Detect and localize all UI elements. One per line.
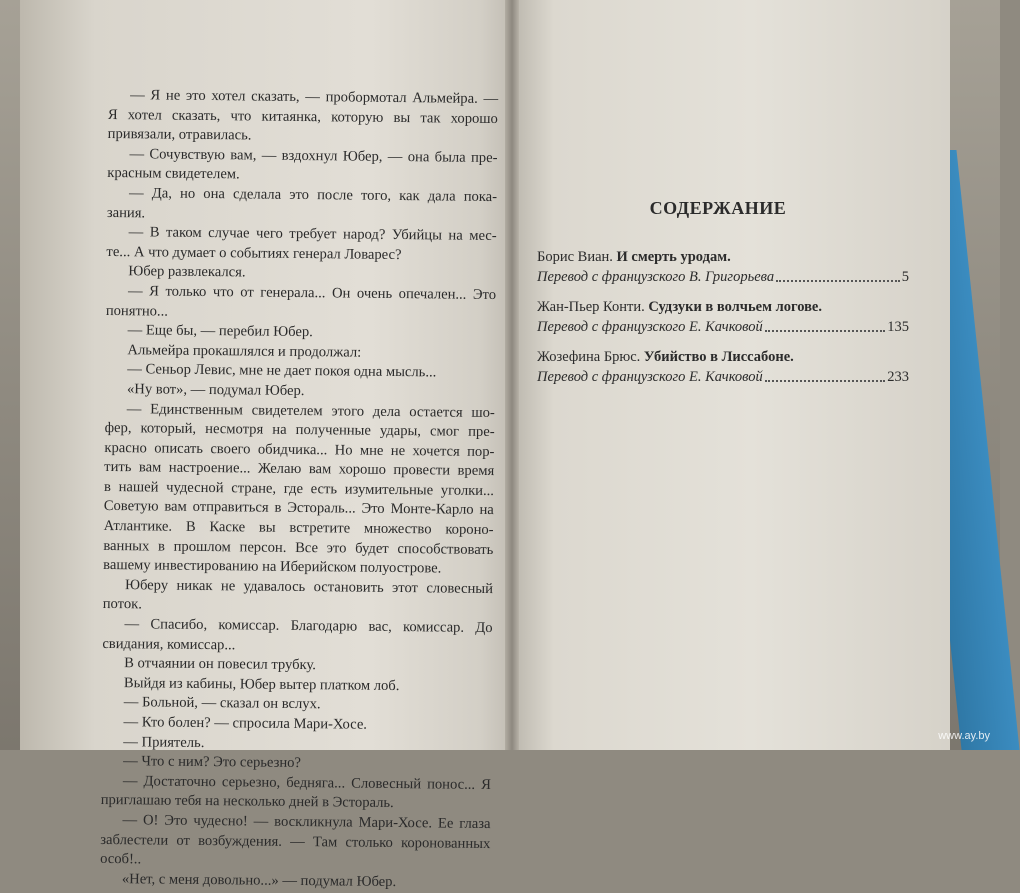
text-line: «Ну вот», — подумал Юбер.	[126, 381, 305, 399]
text-line: — Достаточно серьезно, бедняга... Словесный понос... Я	[122, 772, 492, 793]
toc-entry	[537, 247, 909, 287]
text-line: красно описать своего обидчика... Но мне не хочется пор-	[104, 439, 495, 460]
toc-title: Судзуки в волчьем логове.	[648, 299, 822, 315]
toc-translation: Перевод с французского Е. Качковой	[537, 369, 763, 385]
text-line: особ!..	[100, 851, 142, 868]
text-line: — Кто болен? — спросила Мари-Хосе.	[123, 714, 368, 733]
text-line: привязали, отравилась.	[107, 126, 252, 144]
text-line: Юберу никак не удавалось остановить этот словесный	[124, 577, 494, 597]
toc-page-number: 5	[901, 269, 909, 285]
text-line: тить вам настроение... Желаю вам хорошо провести время	[104, 459, 495, 480]
table-of-contents	[537, 198, 909, 397]
text-line: поток.	[102, 596, 143, 613]
toc-page-number: 233	[887, 369, 909, 385]
toc-translation: Перевод с французского В. Григорьева	[537, 269, 775, 285]
text-line: приглашаю тебя на несколько дней в Эстораль.	[100, 792, 394, 812]
text-line: в нашей чудесной стране, где есть изумительные уголки...	[103, 478, 495, 499]
text-line: те... А что думает о событиях генерал Ловарес?	[106, 243, 402, 263]
text-line: — О! Это чудесно! — воскликнула Мари-Хосе. Ее глаза	[122, 812, 491, 832]
text-line: — В таком случае чего требует народ? Убийцы на мес-	[128, 224, 497, 245]
text-line: Альмейра прокашлялся и продолжал:	[127, 341, 362, 361]
text-line: Юбер развлекался.	[128, 263, 246, 281]
toc-entry	[537, 297, 909, 337]
text-line: заблестели от возбуждения. — Там столько коронованных	[100, 831, 491, 852]
text-line: Выйдя из кабины, Юбер вытер платком лоб.	[123, 674, 400, 694]
text-line: Советую вам отправиться в Эстораль... Это Монте-Карло на	[103, 498, 494, 519]
left-page	[20, 0, 520, 890]
text-line: — Сеньор Левис, мне не дает покоя одна мысль...	[127, 361, 437, 381]
text-line: — Приятель.	[123, 733, 205, 751]
text-line: — Единственным свидетелем этого дела остается шо-	[126, 400, 495, 421]
text-line: зания.	[106, 204, 146, 221]
text-line: — Еще бы, — перебил Юбер.	[127, 322, 313, 341]
text-line: — Я только что от генерала... Он очень опечален... Это	[127, 283, 497, 303]
text-line: — Сочувствую вам, — вздохнул Юбер, — она была пре-	[129, 145, 498, 166]
text-line: — Больной, — сказал он вслух.	[123, 694, 321, 713]
text-line: понятно...	[105, 302, 169, 320]
dot-leader	[765, 367, 885, 382]
text-line: — Что с ним? Это серьезно?	[123, 753, 302, 772]
text-line: — Я не это хотел сказать, — пробормотал Альмейра. —	[130, 87, 499, 108]
text-line: фер, который, несмотря на полученные удары, смог пре-	[104, 420, 495, 441]
toc-title: Убийство в Лиссабоне.	[643, 349, 794, 365]
toc-author: Жан-Пьер Конти.	[537, 299, 645, 315]
watermark: www.ay.by	[938, 730, 990, 742]
text-line: — Спасибо, комиссар. Благодарю вас, комиссар. До	[124, 616, 493, 637]
toc-author: Жозефина Брюс.	[537, 349, 641, 365]
book-spine	[505, 0, 519, 750]
text-line: красным свидетелем.	[107, 165, 240, 183]
toc-title: И смерть уродам.	[616, 249, 731, 265]
toc-entry	[537, 347, 909, 387]
text-line: «Нет, с меня довольно...» — подумал Юбер.	[121, 870, 397, 890]
text-line: Атлантике. В Каске вы встретите множество короно-	[103, 518, 494, 539]
text-line: свидания, комиссар...	[102, 635, 236, 653]
right-page	[510, 0, 950, 750]
text-line: — Да, но она сделала это после того, как дала пока-	[129, 185, 498, 206]
text-line: вашему инвестированию на Иберийском полуострове.	[103, 557, 442, 577]
contents-title: СОДЕРЖАНИЕ	[649, 198, 787, 218]
text-line: ванных в прошлом персон. Все это будет способствовать	[103, 537, 494, 558]
text-line: Я хотел сказать, что китаянка, которую вы так хорошо	[107, 106, 498, 127]
dot-leader	[765, 317, 885, 332]
text-line: В отчаянии он повесил трубку.	[124, 655, 317, 674]
dot-leader	[776, 267, 900, 282]
left-page-text	[100, 86, 498, 893]
toc-page-number: 135	[887, 319, 909, 335]
toc-translation: Перевод с французского Е. Качковой	[537, 319, 763, 335]
toc-author: Борис Виан.	[537, 249, 613, 265]
